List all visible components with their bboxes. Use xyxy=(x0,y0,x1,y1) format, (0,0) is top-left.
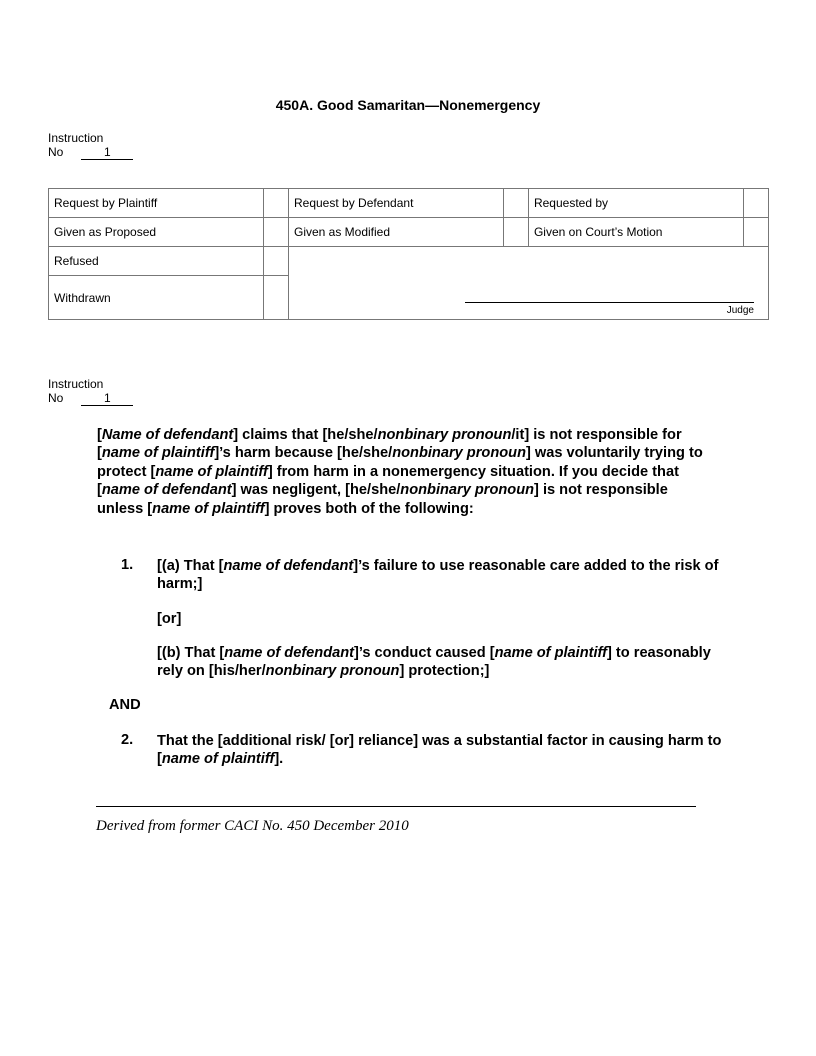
judge-signature-area xyxy=(288,247,768,320)
instruction-no-label: No xyxy=(48,145,64,159)
judge-signature-line[interactable] xyxy=(465,302,754,303)
given-as-modified-label: Given as Modified xyxy=(288,218,503,247)
refused-label: Refused xyxy=(49,247,264,276)
page-title: 450A. Good Samaritan—Nonemergency xyxy=(275,97,541,113)
item-2-text: That the [additional risk/ [or] reliance] was a substantial factor in causing harm to [name of plaintiff]. xyxy=(157,733,722,768)
given-on-courts-motion-label: Given on Court’s Motion xyxy=(528,218,743,247)
instruction-no-value-2: 1 xyxy=(81,392,133,406)
or-text: [or] xyxy=(157,611,182,627)
footer-divider xyxy=(96,806,696,807)
item-1-number: 1. xyxy=(121,557,134,573)
item-2-number: 2. xyxy=(121,732,134,748)
requested-by-label: Requested by xyxy=(528,189,743,218)
given-as-modified-box[interactable] xyxy=(503,218,528,247)
given-as-proposed-box[interactable] xyxy=(263,218,288,247)
instruction-label: Instruction xyxy=(48,131,104,145)
given-on-courts-motion-box[interactable] xyxy=(743,218,768,247)
request-by-defendant-box[interactable] xyxy=(503,189,528,218)
derived-from-note: Derived from former CACI No. 450 December 2010 xyxy=(96,818,409,834)
request-table xyxy=(48,188,769,320)
instruction-no-value: 1 xyxy=(81,146,133,160)
instruction-label-2: Instruction xyxy=(48,377,104,391)
withdrawn-label: Withdrawn xyxy=(49,276,264,320)
requested-by-box[interactable] xyxy=(743,189,768,218)
instruction-block-bottom xyxy=(48,377,133,406)
and-text: AND xyxy=(109,697,141,713)
instruction-block-top xyxy=(48,131,133,160)
request-by-plaintiff-label: Request by Plaintiff xyxy=(49,189,264,218)
item-1b-text: [(b) That [name of defendant]’s conduct caused [name of plaintiff] to reasonably rely on [his/her/nonbinary pronoun] protection;] xyxy=(157,645,711,680)
given-as-proposed-label: Given as Proposed xyxy=(49,218,264,247)
withdrawn-box[interactable] xyxy=(263,276,288,320)
instruction-body-paragraph: [Name of defendant] claims that [he/she/nonbinary pronoun/it] is not responsible for [name of plaintiff]’s harm because [he/she/nonbinary pronoun] was voluntarily trying to protect [name of plaintiff] from harm in a nonemergency situation. If you decide that [name of defendant] was negligent, [he/she/nonbinary pronoun] is not responsible unless [name of plaintiff] proves both of the following: xyxy=(97,427,703,517)
item-1a-text: [(a) That [name of defendant]’s failure to use reasonable care added to the risk of harm;] xyxy=(157,558,719,593)
instruction-no-label-2: No xyxy=(48,391,64,405)
refused-box[interactable] xyxy=(263,247,288,276)
judge-label: Judge xyxy=(726,305,754,316)
request-by-defendant-label: Request by Defendant xyxy=(288,189,503,218)
request-by-plaintiff-box[interactable] xyxy=(263,189,288,218)
